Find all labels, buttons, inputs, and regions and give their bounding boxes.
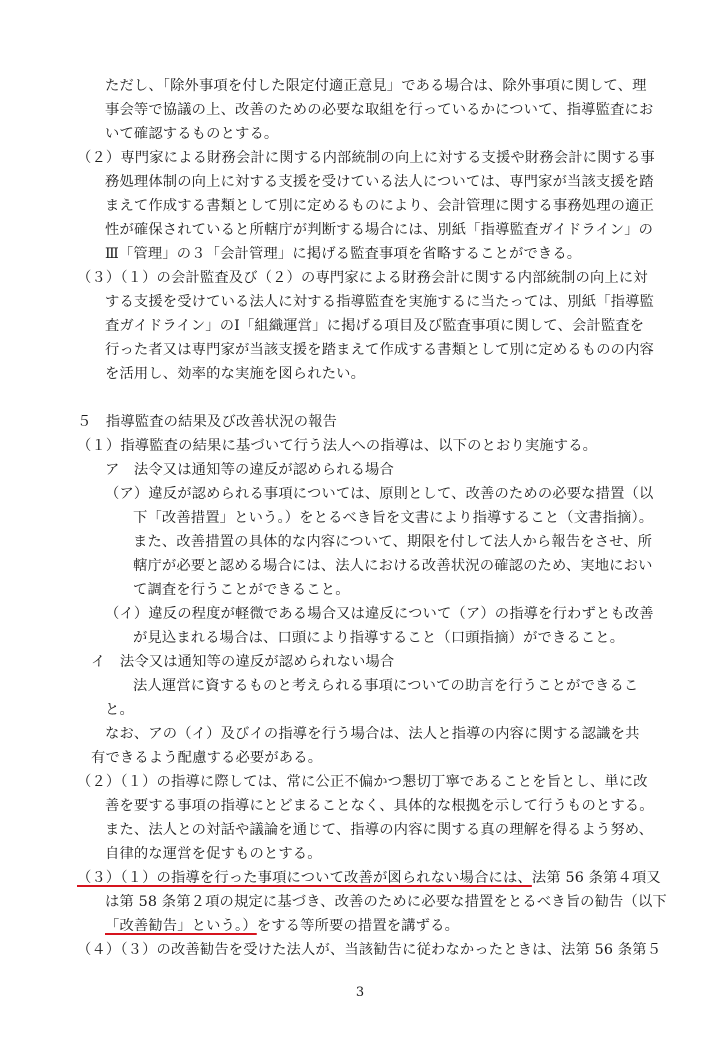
- text-line: ただし、「除外事項を付した限定付適正意見」である場合は、除外事項に関して、理: [105, 78, 647, 94]
- section-heading: ５ 指導監査の結果及び改善状況の報告: [77, 414, 338, 430]
- text-line: いて確認するものとする。: [105, 126, 279, 142]
- text-line: 善を要する事項の指導にとどまることなく、具体的な根拠を示して行うものとする。: [105, 798, 654, 814]
- text-line: [77, 868, 661, 888]
- underlined-phrase: （３）（１）の指導を行った事項について改善が図られない場合には、: [77, 870, 532, 886]
- text-line: （４）（３）の改善勧告を受けた法人が、当該勧告に従わなかったときは、法第 56 条第５: [77, 942, 662, 958]
- text-line: （ア）違反が認められる事項については、原則として、改善のための必要な措置（以: [105, 486, 654, 502]
- text-line: 事会等で協議の上、改善のための必要な取組を行っているかについて、指導監査にお: [105, 102, 654, 118]
- text-line: まえて作成する書類として別に定めるものにより、会計管理に関する事務処理の適正: [105, 198, 654, 214]
- text-line: ア 法令又は通知等の違反が認められる場合: [105, 462, 394, 478]
- text-line: （１）指導監査の結果に基づいて行う法人への指導は、以下のとおり実施する。: [77, 438, 598, 454]
- text-fragment: 法第 56 条第４項又: [531, 870, 661, 886]
- text-line: と。: [105, 702, 134, 718]
- text-line: （イ）違反の程度が軽微である場合又は違反について（ア）の指導を行わずとも改善: [105, 606, 654, 622]
- text-line: （２）専門家による財務会計に関する内部統制の向上に対する支援や財務会計に関する事: [77, 150, 655, 166]
- text-line: 性が確保されていると所轄庁が判断する場合には、別紙「指導監査ガイドライン」の: [105, 222, 654, 238]
- text-line: が見込まれる場合は、口頭により指導すること（口頭指摘）ができること。: [133, 630, 625, 646]
- text-line: 轄庁が必要と認める場合には、法人における改善状況の確認のため、実地におい: [133, 558, 653, 574]
- text-line: 有できるよう配慮する必要がある。: [91, 750, 323, 766]
- text-line: Ⅲ「管理」の３「会計管理」に掲げる監査事項を省略することができる。: [105, 246, 582, 262]
- text-line: [105, 916, 459, 936]
- text-line: （２）（１）の指導に際しては、常に公正不偏かつ懇切丁寧であることを旨とし、単に改: [77, 774, 648, 790]
- text-line: 下「改善措置」という。）をとるべき旨を文書により指導すること（文書指摘）。: [133, 510, 654, 526]
- text-line: 法人運営に資するものと考えられる事項についての助言を行うことができるこ: [133, 678, 639, 694]
- text-line: て調査を行うことができること。: [133, 582, 350, 598]
- text-line: 行った者又は専門家が当該支援を踏まえて作成する書類として別に定めるものの内容: [105, 342, 654, 358]
- underlined-phrase: 「改善勧告」という。）: [105, 918, 257, 934]
- text-line: を活用し、効率的な実施を図られたい。: [105, 366, 366, 382]
- text-line: 務処理体制の向上に対する支援を受けている法人については、専門家が当該支援を踏: [105, 174, 654, 190]
- text-line: 査ガイドライン」のⅠ「組織運営」に掲げる項目及び監査事項に関して、会計監査を: [105, 318, 645, 334]
- text-line: なお、アの（イ）及びイの指導を行う場合は、法人と指導の内容に関する認識を共: [105, 726, 640, 742]
- text-line: また、改善措置の具体的な内容について、期限を付して法人から報告をさせ、所: [133, 534, 653, 550]
- page-number: 3: [355, 985, 365, 1000]
- text-line: 自律的な運営を促すものとする。: [105, 846, 322, 862]
- text-line: する支援を受けている法人に対する指導監査を実施するに当たっては、別紙「指導監: [105, 294, 654, 310]
- text-line: また、法人との対話や議論を通じて、指導の内容に関する真の理解を得るよう努め、: [105, 822, 654, 838]
- text-fragment: をする等所要の措置を講ずる。: [256, 918, 460, 934]
- text-line: （３）（１）の会計監査及び（２）の専門家による財務会計に関する内部統制の向上に対: [77, 270, 648, 286]
- text-line: イ 法令又は通知等の違反が認められない場合: [91, 654, 395, 670]
- text-line: は第 58 条第２項の規定に基づき、改善のために必要な措置をとるべき旨の勧告（以下: [105, 894, 667, 910]
